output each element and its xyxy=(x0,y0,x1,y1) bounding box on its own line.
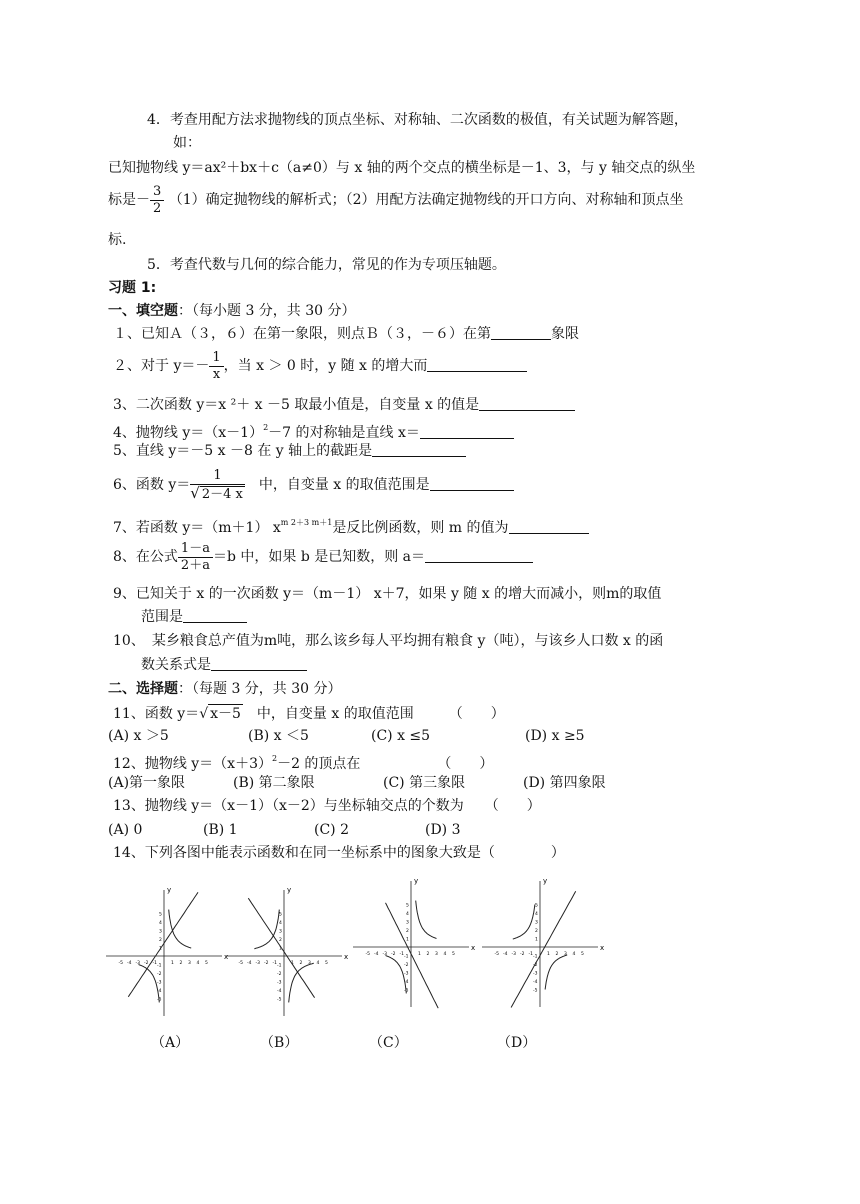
y-tick-label-a: 2 xyxy=(159,938,162,943)
y-tick-label-c: 1 xyxy=(406,937,409,943)
y-tick-label-b: 2 xyxy=(279,938,282,943)
y-tick-label-d: -5 xyxy=(533,988,538,994)
x-axis-label-d: x xyxy=(600,944,605,952)
q8-fraction xyxy=(178,541,213,574)
q12-option-d: (D) 第四象限 xyxy=(523,775,606,791)
y-tick-label-c: 5 xyxy=(406,903,409,909)
q6-text-pre: 6、函数 y＝ xyxy=(113,477,191,493)
q11-option-d: (D) x ≥5 xyxy=(525,728,585,744)
example-fraction xyxy=(150,184,164,217)
hyperbola-q4-graph-d xyxy=(545,955,567,990)
intro-example-line1: 已知抛物线 y＝ax²＋bx＋c（a≠0）与 x 轴的两个交点的横坐标是－1、3，与 y 轴交点的纵坐 xyxy=(108,160,696,176)
y-tick-label-a: -1 xyxy=(157,963,162,969)
q4-blank xyxy=(420,424,514,439)
q13-option-b: (B) 1 xyxy=(203,822,238,838)
x-tick-label-c: 4 xyxy=(443,952,447,957)
y-tick-label-c: 2 xyxy=(406,929,409,934)
y-tick-label-b: 5 xyxy=(279,912,282,918)
graph-label-a: （A） xyxy=(151,1035,190,1051)
q12-text-pre: 12、抛物线 y＝（x＋3） xyxy=(113,756,272,772)
x-tick-label-b: 1 xyxy=(291,961,294,966)
x-tick-label-b: -5 xyxy=(238,961,243,966)
q7-text-post: 是反比例函数，则 m 的值为 xyxy=(332,520,509,536)
q6-fraction xyxy=(190,468,245,503)
q5-blank xyxy=(372,442,466,457)
q11-option-b: (B) x ＜5 xyxy=(248,728,309,744)
q2-frac-den: x xyxy=(212,366,221,382)
q10-line2 xyxy=(141,656,307,674)
q2-frac-num: 1 xyxy=(209,350,223,367)
graph-label-c: （C） xyxy=(369,1035,408,1051)
x-tick-label-c: 5 xyxy=(452,952,455,957)
q11-option-a: (A) x ＞5 xyxy=(108,728,169,744)
y-tick-label-d: -1 xyxy=(533,954,538,960)
y-tick-label-b: -2 xyxy=(277,972,282,977)
x-tick-label-b: -2 xyxy=(264,961,269,966)
section1-note: ：（每小题 3 分，共 30 分） xyxy=(178,303,356,319)
q3 xyxy=(113,396,575,414)
x-tick-label-a: -3 xyxy=(135,961,140,966)
intro-item4-line2: 如： xyxy=(173,135,201,151)
y-tick-label-a: 1 xyxy=(159,946,162,952)
x-tick-label-b: 2 xyxy=(299,961,303,966)
radical-sign: √ xyxy=(190,483,200,502)
x-tick-label-a: 4 xyxy=(196,961,200,966)
x-tick-label-c: -1 xyxy=(399,952,404,957)
y-tick-label-b: -3 xyxy=(277,980,282,986)
y-tick-label-c: 4 xyxy=(406,912,409,917)
y-axis-label-c: y xyxy=(414,877,419,885)
q9-line2 xyxy=(141,608,247,626)
y-tick-label-a: -5 xyxy=(157,997,162,1003)
q8-frac-num: 1－a xyxy=(178,541,213,558)
x-tick-label-a: -2 xyxy=(144,961,149,966)
x-tick-label-b: 4 xyxy=(316,961,320,966)
q10-text: 数关系式是 xyxy=(141,657,211,673)
q6-frac-den-wrap xyxy=(190,485,245,503)
y-tick-label-d: 1 xyxy=(535,937,538,943)
y-tick-label-d: -3 xyxy=(533,971,538,977)
y-axis-label-b: y xyxy=(287,886,292,894)
x-tick-label-c: 3 xyxy=(435,952,438,957)
line-graph-a xyxy=(128,892,198,997)
x-tick-label-b: 5 xyxy=(325,961,328,966)
y-tick-label-d: 2 xyxy=(535,929,538,934)
y-tick-label-a: 4 xyxy=(159,921,162,926)
y-tick-label-a: -3 xyxy=(157,980,162,986)
q11 xyxy=(113,704,505,723)
x-tick-label-c: 2 xyxy=(426,952,430,957)
q6-frac-den: 2－4 x xyxy=(201,486,243,502)
q6 xyxy=(113,465,514,505)
section2-note: ：（每题 3 分，共 30 分） xyxy=(178,681,342,697)
line-graph-d xyxy=(511,891,576,1007)
y-tick-label-b: 4 xyxy=(279,921,282,926)
q5-text: 5、直线 y＝－5 x －8 在 y 轴上的截距是 xyxy=(113,443,373,459)
x-tick-label-d: -3 xyxy=(511,952,516,957)
y-tick-label-d: -4 xyxy=(533,980,538,985)
x-tick-label-d: -1 xyxy=(528,952,533,957)
x-tick-label-d: -2 xyxy=(520,952,525,957)
q4 xyxy=(113,419,514,442)
q7-text-pre: 7、若函数 y＝（m＋1） x xyxy=(113,520,281,536)
q3-text: 3、二次函数 y＝x ²＋ x －5 取最小值是，自变量 x 的值是 xyxy=(113,397,480,413)
x-tick-label-a: -1 xyxy=(152,961,157,966)
q10-line1: 10、 某乡粮食总产值为m吨，那么该乡每人平均拥有粮食 y（吨），与该乡人口数 x 的函 xyxy=(113,633,664,649)
q7-blank xyxy=(509,519,589,534)
x-axis-label-c: x xyxy=(471,944,476,952)
x-axis-label-b: x xyxy=(344,953,349,961)
q14-graphs xyxy=(0,870,860,1070)
intro-example-line3: 标. xyxy=(108,232,127,248)
example-prefix: 标是－ xyxy=(108,192,150,208)
y-tick-label-c: -3 xyxy=(404,971,409,977)
q8-blank xyxy=(425,548,533,563)
q12-option-b: (B) 第二象限 xyxy=(233,775,315,791)
q12 xyxy=(113,750,493,773)
q2-text-pre: ２、对于 y＝－ xyxy=(113,358,210,374)
x-tick-label-c: 1 xyxy=(418,952,421,957)
y-tick-label-d: 3 xyxy=(535,920,538,926)
x-tick-label-d: 5 xyxy=(581,952,584,957)
graph-label-d: （D） xyxy=(497,1035,537,1051)
section2-heading xyxy=(108,680,342,698)
q7-exponent: m 2＋3 m＋1 xyxy=(280,518,333,527)
q5 xyxy=(113,442,466,460)
q12-option-a: (A)第一象限 xyxy=(108,775,186,791)
intro-item5: 5．考查代数与几何的综合能力，常见的作为专项压轴题。 xyxy=(147,257,506,273)
x-tick-label-a: -4 xyxy=(127,961,132,966)
y-tick-label-a: 5 xyxy=(159,912,162,918)
q1 xyxy=(113,325,579,343)
x-tick-label-d: -5 xyxy=(494,952,499,957)
q6-text-post: 中，自变量 x 的取值范围是 xyxy=(258,477,430,493)
q9-blank xyxy=(183,608,247,623)
x-tick-label-d: -4 xyxy=(503,952,508,957)
q6-frac-num: 1 xyxy=(190,468,245,485)
section1-title: 一、填空题 xyxy=(108,303,178,319)
q14: 14、下列各图中能表示函数和在同一坐标系中的图象大致是（ ） xyxy=(113,845,565,861)
q10-blank xyxy=(211,656,307,671)
q3-blank xyxy=(479,396,575,411)
q8-text-pre: 8、在公式 xyxy=(113,549,178,565)
q11-text-post: 中，自变量 x 的取值范围 （ ） xyxy=(256,706,505,722)
q2 xyxy=(113,348,527,384)
x-tick-label-a: 1 xyxy=(171,961,174,966)
q4-text-post: －7 的对称轴是直线 x＝ xyxy=(268,425,420,441)
q12-exponent: 2 xyxy=(271,754,278,763)
x-axis-label-a: x xyxy=(224,953,229,961)
q11-text-pre: 11、函数 y＝ xyxy=(113,706,200,722)
radical-sign: √ xyxy=(199,706,209,722)
x-tick-label-a: -5 xyxy=(118,961,123,966)
hyperbola-q2-graph-d xyxy=(513,905,535,940)
q2-fraction xyxy=(209,350,223,383)
x-tick-label-d: 2 xyxy=(555,952,559,957)
y-tick-label-c: -4 xyxy=(404,980,409,985)
exercise-title: 习题 1: xyxy=(108,280,157,296)
y-tick-label-c: -2 xyxy=(404,963,409,968)
y-tick-label-c: -5 xyxy=(404,988,409,994)
section1-heading xyxy=(108,302,356,320)
x-tick-label-b: -4 xyxy=(247,961,252,966)
x-tick-label-c: -2 xyxy=(391,952,396,957)
q7 xyxy=(113,514,589,537)
y-axis-label-a: y xyxy=(167,886,172,894)
q8-frac-den: 2＋a xyxy=(180,557,210,573)
y-tick-label-b: -1 xyxy=(277,963,282,969)
section2-title: 二、选择题 xyxy=(108,681,178,697)
x-tick-label-a: 2 xyxy=(179,961,183,966)
q12-option-c: (C) 第三象限 xyxy=(383,775,466,791)
y-tick-label-b: 1 xyxy=(279,946,282,952)
hyperbola-q1-graph-c xyxy=(416,901,437,939)
q4-text-pre: 4、抛物线 y＝（x－1） xyxy=(113,425,264,441)
intro-example-line2 xyxy=(108,182,684,218)
hyperbola-q1-graph-a xyxy=(169,910,192,948)
y-tick-label-b: -5 xyxy=(277,997,282,1003)
y-tick-label-c: -1 xyxy=(404,954,409,960)
x-tick-label-b: -3 xyxy=(255,961,260,966)
x-tick-label-a: 5 xyxy=(205,961,208,966)
q13: 13、抛物线 y＝（x－1）（x－2）与坐标轴交点的个数为 （ ） xyxy=(113,798,541,814)
q9-text: 范围是 xyxy=(141,609,183,625)
example-frac-den: 2 xyxy=(153,200,162,216)
y-tick-label-d: 5 xyxy=(535,903,538,909)
q2-blank xyxy=(427,357,527,372)
x-tick-label-b: -1 xyxy=(272,961,277,966)
q1-blank xyxy=(491,325,551,340)
y-tick-label-d: 4 xyxy=(535,912,538,917)
y-tick-label-a: -4 xyxy=(157,989,162,994)
q2-text-post: ，当 x ＞ 0 时，y 随 x 的增大而 xyxy=(223,358,428,374)
q9-line1: 9、已知关于 x 的一次函数 y＝（m－1） x＋7，如果 y 随 x 的增大而减小，则m的取值 xyxy=(113,586,662,602)
example-suffix: （1）确定抛物线的解析式；（2）用配方法确定抛物线的开口方向、对称轴和顶点坐 xyxy=(168,192,684,208)
x-tick-label-c: -5 xyxy=(365,952,370,957)
q13-option-a: (A) 0 xyxy=(108,822,143,838)
q8 xyxy=(113,537,533,577)
y-tick-label-d: -2 xyxy=(533,963,538,968)
x-tick-label-c: -3 xyxy=(382,952,387,957)
x-tick-label-d: 4 xyxy=(572,952,576,957)
q13-option-c: (C) 2 xyxy=(314,822,349,838)
q12-text-post: －2 的顶点在 （ ） xyxy=(277,756,494,772)
x-tick-label-c: -4 xyxy=(374,952,379,957)
y-tick-label-b: -4 xyxy=(277,989,282,994)
example-frac-num: 3 xyxy=(150,184,164,201)
intro-item4-line1: 4．考查用配方法求抛物线的顶点坐标、对称轴、二次函数的极值，有关试题为解答题， xyxy=(147,112,688,128)
q1-text: １、已知Ａ（３，６）在第一象限，则点Ｂ（３，－６）在第 xyxy=(113,326,491,342)
q13-option-d: (D) 3 xyxy=(425,822,461,838)
y-tick-label-c: 3 xyxy=(406,920,409,926)
q6-blank xyxy=(430,476,514,491)
x-tick-label-d: 1 xyxy=(547,952,550,957)
x-tick-label-a: 3 xyxy=(188,961,191,966)
q4-exponent: 2 xyxy=(263,423,269,432)
q11-radicand: x－5 xyxy=(210,706,241,722)
y-tick-label-a: -2 xyxy=(157,972,162,977)
q11-option-c: (C) x ≤5 xyxy=(371,728,431,744)
hyperbola-q4-graph-b xyxy=(289,963,314,1002)
x-tick-label-b: 3 xyxy=(308,961,311,966)
y-axis-label-d: y xyxy=(543,877,548,885)
x-tick-label-d: 3 xyxy=(564,952,567,957)
q1-tail: 象限 xyxy=(551,326,579,342)
graph-label-b: （B） xyxy=(260,1035,299,1051)
y-tick-label-b: 3 xyxy=(279,929,282,935)
hyperbola-q2-graph-b xyxy=(254,910,279,949)
y-tick-label-a: 3 xyxy=(159,929,162,935)
q8-text-post: ＝b 中，如果 b 是已知数，则 a＝ xyxy=(212,549,426,565)
